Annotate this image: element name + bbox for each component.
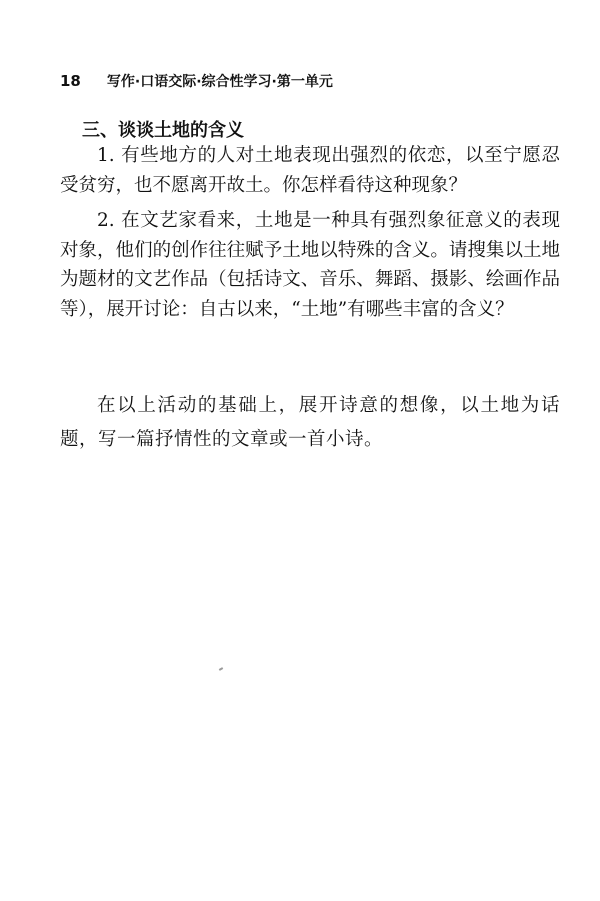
page-number: 18 [60,72,81,90]
question-1: 1. 有些地方的人对土地表现出强烈的依恋，以至宁愿忍受贫穷，也不愿离开故土。你怎样看待这种现象？ [60,145,560,196]
writing-task: 在以上活动的基础上，展开诗意的想像，以土地为话题，写一篇抒情性的文章或一首小诗。 [60,395,560,450]
stray-mark [219,667,223,671]
section-title: 三、谈谈土地的含义 [82,120,244,141]
question-2: 2. 在文艺家看来，土地是一种具有强烈象征意义的表现对象，他们的创作往往赋予土地以特殊的含义。请搜集以土地为题材的文艺作品（包括诗文、音乐、舞蹈、摄影、绘画作品等），展开讨论：自古以来，“土地”有哪些丰富的含义？ [60,210,560,320]
running-header [60,71,333,91]
running-title: 写作·口语交际·综合性学习·第一单元 [106,74,333,90]
